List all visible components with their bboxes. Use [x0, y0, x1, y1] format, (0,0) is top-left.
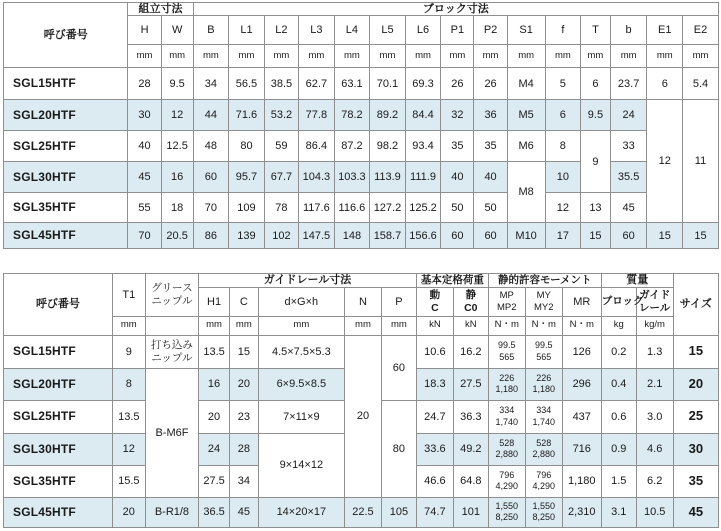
cell-C: 15 — [229, 335, 258, 368]
value-MY2: 565 — [536, 351, 552, 362]
cell-W: 12.5 — [161, 131, 193, 162]
cell-block-mass: 0.2 — [601, 335, 636, 368]
cell-L4: 116.6 — [334, 193, 370, 223]
cell-L1: 109 — [229, 193, 265, 223]
unit-cell: mm — [370, 45, 406, 68]
cell-E2: 15 — [683, 223, 719, 249]
cell-L5: 89.2 — [370, 100, 406, 131]
cell-rail-mass: 10.5 — [636, 497, 673, 527]
cell-P2: 26 — [474, 68, 507, 100]
cell-f: 5 — [545, 68, 581, 100]
part-number: SGL35HTF — [4, 193, 128, 223]
cell-E1-merged: 12 — [647, 100, 683, 223]
header-L4: L4 — [334, 16, 370, 45]
part-number: SGL20HTF — [4, 368, 113, 400]
label-MY2: MY2 — [533, 301, 554, 313]
part-number: SGL45HTF — [4, 223, 128, 249]
value-MP: 226 — [499, 372, 515, 383]
cell-b: 33 — [610, 131, 647, 162]
unit-cell: mm — [610, 45, 647, 68]
cell-W: 20.5 — [161, 223, 193, 249]
cell-B: 44 — [193, 100, 229, 131]
cell-L1: 139 — [229, 223, 265, 249]
table-row — [4, 335, 719, 368]
header-C: C — [229, 287, 258, 316]
cell-MP — [488, 497, 525, 527]
unit-cell: mm — [334, 45, 370, 68]
cell-S1: M10 — [507, 223, 545, 249]
unit-cell: mm — [299, 45, 335, 68]
cell-H1: 24 — [199, 433, 230, 465]
cell-S1: M6 — [507, 131, 545, 162]
cell-f: 12 — [545, 193, 581, 223]
cell-S1: M5 — [507, 100, 545, 131]
value-MY2: 1,740 — [532, 416, 555, 427]
header-T1: T1 — [112, 274, 145, 317]
part-number: SGL25HTF — [4, 400, 113, 433]
part-number: SGL35HTF — [4, 465, 113, 497]
cell-b: 24 — [610, 100, 647, 131]
cell-MR: 716 — [562, 433, 601, 465]
header-B: B — [193, 16, 229, 45]
cell-C0: 101 — [453, 497, 488, 527]
cell-C-dyn: 33.6 — [416, 433, 453, 465]
header-N: N — [344, 287, 381, 316]
cell-L4: 78.2 — [334, 100, 370, 131]
cell-W: 16 — [161, 162, 193, 193]
value-MP: 796 — [499, 469, 515, 480]
cell-size: 25 — [673, 400, 718, 433]
value-MP2: 1,740 — [495, 416, 519, 427]
cell-MY — [525, 335, 562, 368]
cell-W: 9.5 — [161, 68, 193, 100]
value-MY2: 1,180 — [532, 384, 555, 395]
cell-MY — [525, 497, 562, 527]
cell-L6: 125.2 — [405, 193, 441, 223]
cell-C0: 49.2 — [453, 433, 488, 465]
cell-C-dyn: 74.7 — [416, 497, 453, 527]
cell-rail-mass: 1.3 — [636, 335, 673, 368]
cell-H1: 36.5 — [199, 497, 230, 527]
cell-size: 45 — [673, 497, 718, 527]
cell-C0: 27.5 — [453, 368, 488, 400]
cell-P2: 50 — [474, 193, 507, 223]
cell-P2: 35 — [474, 131, 507, 162]
cell-C0: 16.2 — [453, 335, 488, 368]
cell-P1: 60 — [441, 223, 474, 249]
cell-size: 35 — [673, 465, 718, 497]
cell-L5: 98.2 — [370, 131, 406, 162]
part-number: SGL45HTF — [4, 497, 113, 527]
cell-L1: 95.7 — [229, 162, 265, 193]
cell-dGh-merged: 9×14×12 — [258, 433, 344, 497]
value-MP2: 4,290 — [495, 481, 519, 492]
cell-P1: 32 — [441, 100, 474, 131]
group-basic-load: 基本定格荷重 — [416, 274, 488, 288]
cell-T: 15 — [581, 223, 611, 249]
group-static-moment: 静的許容モーメント — [488, 274, 601, 288]
cell-rail-mass: 3.0 — [636, 400, 673, 433]
cell-block-mass: 0.6 — [601, 400, 636, 433]
cell-b: 23.7 — [610, 68, 647, 100]
cell-H: 70 — [128, 223, 161, 249]
table-row — [4, 193, 719, 223]
label-dynamic: 動 — [429, 289, 441, 301]
cell-C0: 64.8 — [453, 465, 488, 497]
cell-rail-mass: 2.1 — [636, 368, 673, 400]
unit-cell: mm — [264, 45, 298, 68]
cell-L6: 111.9 — [405, 162, 441, 193]
cell-H: 30 — [128, 100, 161, 131]
cell-L4: 63.1 — [334, 68, 370, 100]
value-MP2: 1,180 — [495, 384, 519, 395]
table-row — [4, 223, 719, 249]
value-MP: 528 — [499, 437, 515, 448]
header-MR: MR — [562, 287, 601, 316]
cell-C-dyn: 24.7 — [416, 400, 453, 433]
cell-grease: B-R1/8 — [145, 497, 198, 527]
unit-cell: mm — [581, 45, 611, 68]
header-L3: L3 — [299, 16, 335, 45]
header-size: サイズ — [673, 274, 718, 336]
header-L6: L6 — [405, 16, 441, 45]
cell-block-mass: 0.9 — [601, 433, 636, 465]
unit-cell: mm — [405, 45, 441, 68]
cell-dGh: 14×20×17 — [258, 497, 344, 527]
header-L5: L5 — [370, 16, 406, 45]
header-MY — [525, 287, 562, 316]
value-MP: 99.5 — [498, 340, 516, 351]
value-MY2: 2,880 — [532, 449, 555, 460]
cell-f: 17 — [545, 223, 581, 249]
cell-L3: 104.3 — [299, 162, 335, 193]
cell-H: 45 — [128, 162, 161, 193]
block-dimensions-table — [3, 2, 719, 249]
table-row — [4, 68, 719, 100]
cell-L5: 158.7 — [370, 223, 406, 249]
cell-C-dyn: 46.6 — [416, 465, 453, 497]
unit-cell: mm — [229, 45, 265, 68]
cell-N-merged: 20 — [344, 335, 381, 497]
table-row — [4, 497, 719, 527]
table-separator — [0, 257, 721, 269]
unit-cell: mm — [229, 316, 258, 335]
cell-f: 8 — [545, 131, 581, 162]
cell-b: 45 — [610, 193, 647, 223]
cell-grease: 打ち込み ニップル — [145, 335, 198, 368]
cell-S1-merged: M8 — [507, 162, 545, 223]
unit-cell: mm — [258, 316, 344, 335]
cell-P1: 50 — [441, 193, 474, 223]
cell-MR: 1,180 — [562, 465, 601, 497]
value-MY: 226 — [536, 372, 552, 383]
rail-load-table — [3, 273, 719, 528]
cell-B: 34 — [193, 68, 229, 100]
unit-cell: N・m — [525, 316, 562, 335]
cell-MR: 2,310 — [562, 497, 601, 527]
value-MP: 334 — [499, 405, 515, 416]
cell-H: 40 — [128, 131, 161, 162]
cell-MY — [525, 400, 562, 433]
cell-L5: 70.1 — [370, 68, 406, 100]
part-number: SGL30HTF — [4, 162, 128, 193]
label-static: 静 — [465, 289, 477, 301]
col-title-part-number: 呼び番号 — [4, 274, 113, 336]
cell-MR: 126 — [562, 335, 601, 368]
cell-L2: 59 — [264, 131, 298, 162]
group-assembly-dims: 組立寸法 — [128, 3, 193, 16]
cell-L2: 102 — [264, 223, 298, 249]
cell-C: 20 — [229, 368, 258, 400]
cell-L3: 117.6 — [299, 193, 335, 223]
header-E2: E2 — [683, 16, 719, 45]
unit-cell: mm — [112, 316, 145, 335]
header-H: H — [128, 16, 161, 45]
cell-L2: 38.5 — [264, 68, 298, 100]
cell-L1: 80 — [229, 131, 265, 162]
unit-cell: kN — [453, 316, 488, 335]
unit-cell: kg — [601, 316, 636, 335]
col-title-part-number: 呼び番号 — [4, 3, 128, 68]
cell-MP — [488, 335, 525, 368]
cell-E1: 6 — [647, 68, 683, 100]
cell-T1: 8 — [112, 368, 145, 400]
cell-B: 86 — [193, 223, 229, 249]
cell-f: 10 — [545, 162, 581, 193]
cell-dGh: 6×9.5×8.5 — [258, 368, 344, 400]
header-static — [453, 287, 488, 316]
header-dGh: d×G×h — [258, 287, 344, 316]
cell-C: 34 — [229, 465, 258, 497]
cell-B: 48 — [193, 131, 229, 162]
cell-H1: 16 — [199, 368, 230, 400]
value-MY2: 8,250 — [532, 512, 555, 523]
cell-L3: 62.7 — [299, 68, 335, 100]
cell-L6: 156.6 — [405, 223, 441, 249]
header-L1: L1 — [229, 16, 265, 45]
label-MP: MP — [499, 289, 514, 301]
unit-cell: mm — [344, 316, 381, 335]
cell-P1: 26 — [441, 68, 474, 100]
header-MP — [488, 287, 525, 316]
unit-cell: mm — [128, 45, 161, 68]
value-MY: 796 — [536, 469, 552, 480]
table-row — [4, 131, 719, 162]
cell-dGh: 4.5×7.5×5.3 — [258, 335, 344, 368]
cell-B: 60 — [193, 162, 229, 193]
cell-T1: 15.5 — [112, 465, 145, 497]
cell-L4: 87.2 — [334, 131, 370, 162]
cell-P1: 40 — [441, 162, 474, 193]
table-row — [4, 100, 719, 131]
cell-T-merged: 9 — [581, 131, 611, 193]
unit-cell: kg/m — [636, 316, 673, 335]
header-P: P — [381, 287, 416, 316]
cell-L2: 78 — [264, 193, 298, 223]
cell-size: 30 — [673, 433, 718, 465]
cell-MP — [488, 433, 525, 465]
label-C0: C0 — [464, 301, 478, 314]
cell-L5: 113.9 — [370, 162, 406, 193]
cell-C-dyn: 10.6 — [416, 335, 453, 368]
cell-T1: 20 — [112, 497, 145, 527]
cell-E1: 15 — [647, 223, 683, 249]
header-W: W — [161, 16, 193, 45]
cell-P-merged: 80 — [381, 400, 416, 497]
unit-cell: mm — [193, 45, 229, 68]
label-C: C — [431, 301, 439, 314]
header-b: b — [610, 16, 647, 45]
cell-P: 105 — [381, 497, 416, 527]
unit-cell — [145, 316, 198, 335]
cell-b: 60 — [610, 223, 647, 249]
cell-L3: 77.8 — [299, 100, 335, 131]
cell-L3: 86.4 — [299, 131, 335, 162]
cell-H1: 13.5 — [199, 335, 230, 368]
cell-W: 18 — [161, 193, 193, 223]
cell-P2: 36 — [474, 100, 507, 131]
unit-cell: N・m — [562, 316, 601, 335]
cell-H: 28 — [128, 68, 161, 100]
part-number: SGL20HTF — [4, 100, 128, 131]
cell-T: 9.5 — [581, 100, 611, 131]
part-number: SGL15HTF — [4, 335, 113, 368]
cell-b: 35.5 — [610, 162, 647, 193]
cell-C: 28 — [229, 433, 258, 465]
cell-C-dyn: 18.3 — [416, 368, 453, 400]
cell-MY — [525, 465, 562, 497]
cell-L1: 71.6 — [229, 100, 265, 131]
cell-S1: M4 — [507, 68, 545, 100]
cell-C0: 36.3 — [453, 400, 488, 433]
label-MY: MY — [536, 289, 551, 301]
label-MP2: MP2 — [496, 301, 517, 313]
cell-MP — [488, 465, 525, 497]
unit-cell: mm — [507, 45, 545, 68]
unit-cell: kN — [416, 316, 453, 335]
cell-f: 6 — [545, 100, 581, 131]
unit-cell: mm — [545, 45, 581, 68]
group-mass: 質量 — [601, 274, 673, 288]
cell-B: 70 — [193, 193, 229, 223]
cell-MY — [525, 433, 562, 465]
value-MY: 99.5 — [534, 340, 553, 351]
value-MP2: 2,880 — [495, 449, 519, 460]
header-S1: S1 — [507, 16, 545, 45]
cell-block-mass: 0.4 — [601, 368, 636, 400]
cell-MP — [488, 400, 525, 433]
unit-cell: mm — [441, 45, 474, 68]
cell-H1: 27.5 — [199, 465, 230, 497]
unit-cell: mm — [474, 45, 507, 68]
group-block-dims: ブロック寸法 — [193, 3, 718, 16]
cell-L4: 148 — [334, 223, 370, 249]
cell-L2: 67.7 — [264, 162, 298, 193]
cell-MY — [525, 368, 562, 400]
unit-cell: mm — [381, 316, 416, 335]
cell-P1: 35 — [441, 131, 474, 162]
header-rail-mass: ガイド レール — [636, 287, 673, 316]
header-E1: E1 — [647, 16, 683, 45]
part-number: SGL15HTF — [4, 68, 128, 100]
cell-C: 23 — [229, 400, 258, 433]
cell-L6: 93.4 — [405, 131, 441, 162]
cell-L6: 84.4 — [405, 100, 441, 131]
header-P2: P2 — [474, 16, 507, 45]
cell-MP — [488, 368, 525, 400]
group-rail-dims: ガイドレール寸法 — [199, 274, 417, 288]
value-MY: 334 — [536, 405, 552, 416]
cell-E2-merged: 11 — [683, 100, 719, 223]
part-number: SGL30HTF — [4, 433, 113, 465]
unit-cell: mm — [161, 45, 193, 68]
cell-MR: 437 — [562, 400, 601, 433]
cell-L2: 53.2 — [264, 100, 298, 131]
cell-T1: 13.5 — [112, 400, 145, 433]
cell-dGh: 7×11×9 — [258, 400, 344, 433]
cell-T: 13 — [581, 193, 611, 223]
unit-cell: mm — [647, 45, 683, 68]
cell-N: 22.5 — [344, 497, 381, 527]
header-P1: P1 — [441, 16, 474, 45]
cell-rail-mass: 6.2 — [636, 465, 673, 497]
cell-block-mass: 1.5 — [601, 465, 636, 497]
cell-size: 20 — [673, 368, 718, 400]
header-block-mass: ブロック — [601, 287, 636, 316]
cell-block-mass: 3.1 — [601, 497, 636, 527]
value-MP2: 565 — [499, 351, 515, 362]
cell-L6: 69.3 — [405, 68, 441, 100]
table-row — [4, 162, 719, 193]
cell-W: 12 — [161, 100, 193, 131]
cell-H: 55 — [128, 193, 161, 223]
cell-P-merged: 60 — [381, 335, 416, 400]
header-f: f — [545, 16, 581, 45]
value-MP: 1,550 — [495, 500, 519, 511]
unit-cell: N・m — [488, 316, 525, 335]
cell-C: 45 — [229, 497, 258, 527]
header-L2: L2 — [264, 16, 298, 45]
cell-size: 15 — [673, 335, 718, 368]
cell-rail-mass: 4.6 — [636, 433, 673, 465]
cell-L1: 56.5 — [229, 68, 265, 100]
cell-H1: 20 — [199, 400, 230, 433]
cell-T1: 12 — [112, 433, 145, 465]
unit-cell: mm — [683, 45, 719, 68]
cell-T: 6 — [581, 68, 611, 100]
cell-P2: 60 — [474, 223, 507, 249]
cell-E2: 5.4 — [683, 68, 719, 100]
header-T: T — [581, 16, 611, 45]
cell-MR: 296 — [562, 368, 601, 400]
header-dynamic — [416, 287, 453, 316]
cell-grease-merged: B-M6F — [145, 368, 198, 497]
header-grease-nipple: グリース ニップル — [145, 274, 198, 317]
unit-cell: mm — [199, 316, 230, 335]
value-MY: 528 — [536, 437, 552, 448]
cell-L3: 147.5 — [299, 223, 335, 249]
value-MY2: 4,290 — [532, 481, 555, 492]
cell-L4: 103.3 — [334, 162, 370, 193]
cell-T1: 9 — [112, 335, 145, 368]
value-MY: 1,550 — [532, 500, 555, 511]
value-MP2: 8,250 — [495, 512, 519, 523]
header-H1: H1 — [199, 287, 230, 316]
part-number: SGL25HTF — [4, 131, 128, 162]
cell-P2: 40 — [474, 162, 507, 193]
cell-L5: 127.2 — [370, 193, 406, 223]
